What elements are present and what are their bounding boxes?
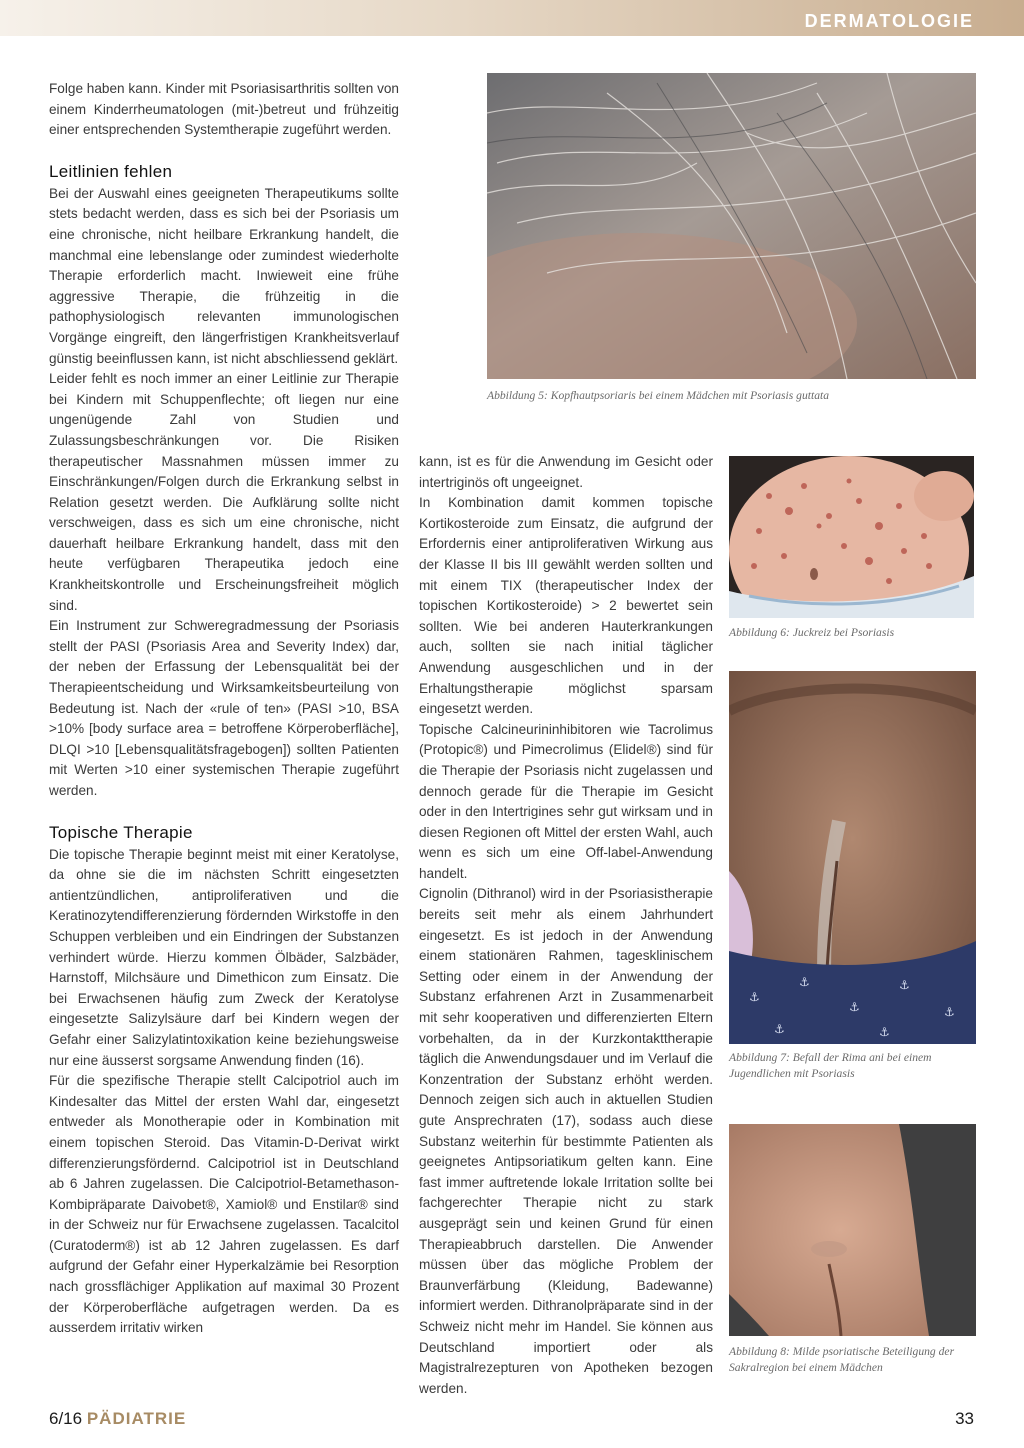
footer-issue xyxy=(49,1409,186,1429)
middle-column xyxy=(419,452,713,1399)
scalp-psoriasis-photo xyxy=(487,73,976,379)
paragraph: Ein Instrument zur Schweregradmessung der Psoriasis stellt der PASI (Psoriasis Area and Severity Index) dar, der neben der Erfassung der Lebensqualität bei der Therapieentscheidung und Wirksamkeitsbeurteilung von Bedeutung ist. Nach der «rule of ten» (PASI >10, BSA >10% [body surface area = betroffene Körperoberfläche], DLQI >10 [Lebensqualitätsfragebogen]) sollten Patienten mit Werten >10 einer systemischen Therapie zugeführt werden. xyxy=(49,618,399,798)
svg-text:⚓: ⚓ xyxy=(749,990,760,1004)
svg-text:⚓: ⚓ xyxy=(899,978,910,992)
paragraph: Leider fehlt es noch immer an einer Leitlinie zur Therapie bei Kindern mit Schuppenflechte; oft liegen nur eine ungenügende Zahl von Studien und Zulassungsbeschränkungen vor. Die Risiken therapeutischer Massnahmen müssen immer zu Einschränkungen/Folgen durch die Erkrankung selbst in Relation gesetzt werden. Die Aufklärung sollte nicht verschweigen, dass es sich um eine chronische, nicht dauerhaft heilbare Erkrankung handelt, dass mit den heute verfügbaren Therapeutika jedoch eine Krankheitskontrolle und Erscheinungsfreiheit möglich sind. xyxy=(49,371,399,613)
issue-number: 6/16 xyxy=(49,1409,83,1428)
paragraph: In Kombination damit kommen topische Kortikosteroide zum Einsatz, die aufgrund der Erfordernis einer antiproliferativen Wirkung aus der Klasse II bis III gewählt werden sollten und mit einem TIX (therapeutischer Index der topischen Kortikosteroide) > 2 bewertet sein sollten. Wie bei anderen Hauterkrankungen auch, sollten sie nach initial täglicher Anwendung ausgeschlichen und in der Erhaltungstherapie möglichst sparsam eingesetzt werden. xyxy=(419,495,713,717)
paragraph: Folge haben kann. Kinder mit Psoriasisarthritis sollten von einem Kinderrheumatologen (mit-)betreut und frühzeitig einer entsprechenden Systemtherapie zugeführt werden. xyxy=(49,81,399,138)
paragraph: kann, ist es für die Anwendung im Gesicht oder intertriginös oft ungeeignet. xyxy=(419,454,713,490)
figure-8-caption: Abbildung 8: Milde psoriatische Beteiligung der Sakralregion bei einem Mädchen xyxy=(729,1345,955,1374)
paragraph: Für die spezifische Therapie stellt Calcipotriol auch im Kindesalter das Mittel der ersten Wahl dar, eingesetzt entweder als Monotherapie oder in Kombination mit einem topischen Steroid. Das Vitamin-D-Derivat wirkt differenzierungsfördernd. Calcipotriol ist in Deutschland ab 6 Jahren zugelassen. Die Calcipotriol-Betamethason-Kombipräparate Daivobet®, Xamiol® und Enstilar® sind in der Schweiz nur für Erwachsene zugelassen. Tacalcitol (Curatoderm®) ist ab 12 Jahren zugelassen. Es darf aufgrund der Gefahr einer Hyperkalzämie bei Resorption nach grossflächiger Applikation auf maximal 30 Prozent der Körperoberfläche aufgetragen werden. Da es ausserdem irritativ wirken xyxy=(49,1073,399,1336)
figure-7-caption: Abbildung 7: Befall der Rima ani bei einem Jugendlichen mit Psoriasis xyxy=(729,1051,932,1080)
abdomen-psoriasis-photo xyxy=(729,456,974,618)
page-number: 33 xyxy=(955,1409,974,1428)
subheading-topische-therapie: Topische Therapie xyxy=(49,822,193,842)
svg-text:⚓: ⚓ xyxy=(799,975,810,989)
svg-text:⚓: ⚓ xyxy=(849,1000,860,1014)
section-label: DERMATOLOGIE xyxy=(804,11,974,31)
svg-text:⚓: ⚓ xyxy=(774,1022,785,1036)
rima-ani-psoriasis-photo xyxy=(729,671,976,1044)
figure-5-caption: Abbildung 5: Kopfhautpsoriaris bei einem Mädchen mit Psoriasis guttata xyxy=(487,389,830,402)
subheading-leitlinien: Leitlinien fehlen xyxy=(49,161,173,181)
sacral-region-photo xyxy=(729,1124,976,1336)
svg-text:⚓: ⚓ xyxy=(879,1025,890,1039)
journal-name: PÄDIATRIE xyxy=(86,1409,187,1428)
left-column xyxy=(49,79,399,1339)
svg-text:⚓: ⚓ xyxy=(944,1005,955,1019)
paragraph: Die topische Therapie beginnt meist mit einer Keratolyse, da ohne sie die im nächsten Schritt eingesetzten antientzündlichen, antiproliferativen und die Keratinozytendifferenzierung fördernden Wirkstoffe in den Schuppen verbleiben und ein Eindringen der Substanzen verhindert würde. Hierzu kommen Ölbäder, Salzbäder, Harnstoff, Milchsäure und Dimethicon zum Einsatz. Die bei Erwachsenen häufig zum Zweck der Keratolyse eingesetzte Salizylsäure darf bei Kindern wegen der Gefahr einer Salizylatintoxikation keine beziehungsweise nur eine äusserst sorgsame Anwendung finden (16). xyxy=(49,846,399,1068)
figure-6-caption: Abbildung 6: Juckreiz bei Psoriasis xyxy=(729,626,895,639)
paragraph: Cignolin (Dithranol) wird in der Psoriasistherapie bereits seit mehr als einem Jahrhundert eingesetzt. Es ist jedoch in der Anwendung einem stationären Rahmen, tagesklinischem Setting oder einem in der Anwendung der Substanz erfahrenen Arzt in Zusammenarbeit mit sehr kooperativen und differenzierten Eltern vorbehalten, da in der Kurzkontakttherapie täglich die Anwendungsdauer und im Verlauf die Konzentration der Substanz erhöht werden. Dennoch zeigen sich auch in aktuellen Studien gute Ansprechraten (17), sodass auch diese Substanz weiterhin für bestimmte Patienten als geeignetes Antipsoriatikum gelten kann. Eine fast immer auftretende lokale Irritation sollte bei fachgerechter Therapie nicht zu stark ausgeprägt sein und keinen Grund für einen Therapieabbruch darstellen. Die Anwender müssen über das mögliche Problem der Braunverfärbung (Kleidung, Badewanne) informiert werden. Dithranolpräparate sind in der Schweiz nicht mehr im Handel. Sie können aus Deutschland importiert oder als Magistralrezepturen von Apotheken bezogen werden. xyxy=(419,886,713,1396)
header-band xyxy=(0,0,1024,36)
paragraph: Bei der Auswahl eines geeigneten Therapeutikums sollte stets bedacht werden, dass es sich bei der Psoriasis um eine chronische, nicht heilbare Erkrankung handelt, die manchmal eine lebenslange oder zumindest wiederholte Therapie erforderlich macht. Inwieweit eine frühe aggressive Therapie, die frühzeitig in die pathophysiologisch relevanten immunologischen Vorgänge eingreift, den längerfristigen Krankheitsverlauf günstig beeinflussen kann, ist nicht abschliessend geklärt. xyxy=(49,185,399,366)
paragraph: Topische Calcineurininhibitoren wie Tacrolimus (Protopic®) und Pimecrolimus (Elidel®) sind für die Therapie der Psoriasis nicht zugelassen und dennoch gerade für die Therapie im Gesicht oder in den Intertrigines sehr gut wirksam und in diesen Regionen oft Mittel der ersten Wahl, auch wenn es sich um eine Off-label-Anwendung handelt. xyxy=(419,721,713,881)
